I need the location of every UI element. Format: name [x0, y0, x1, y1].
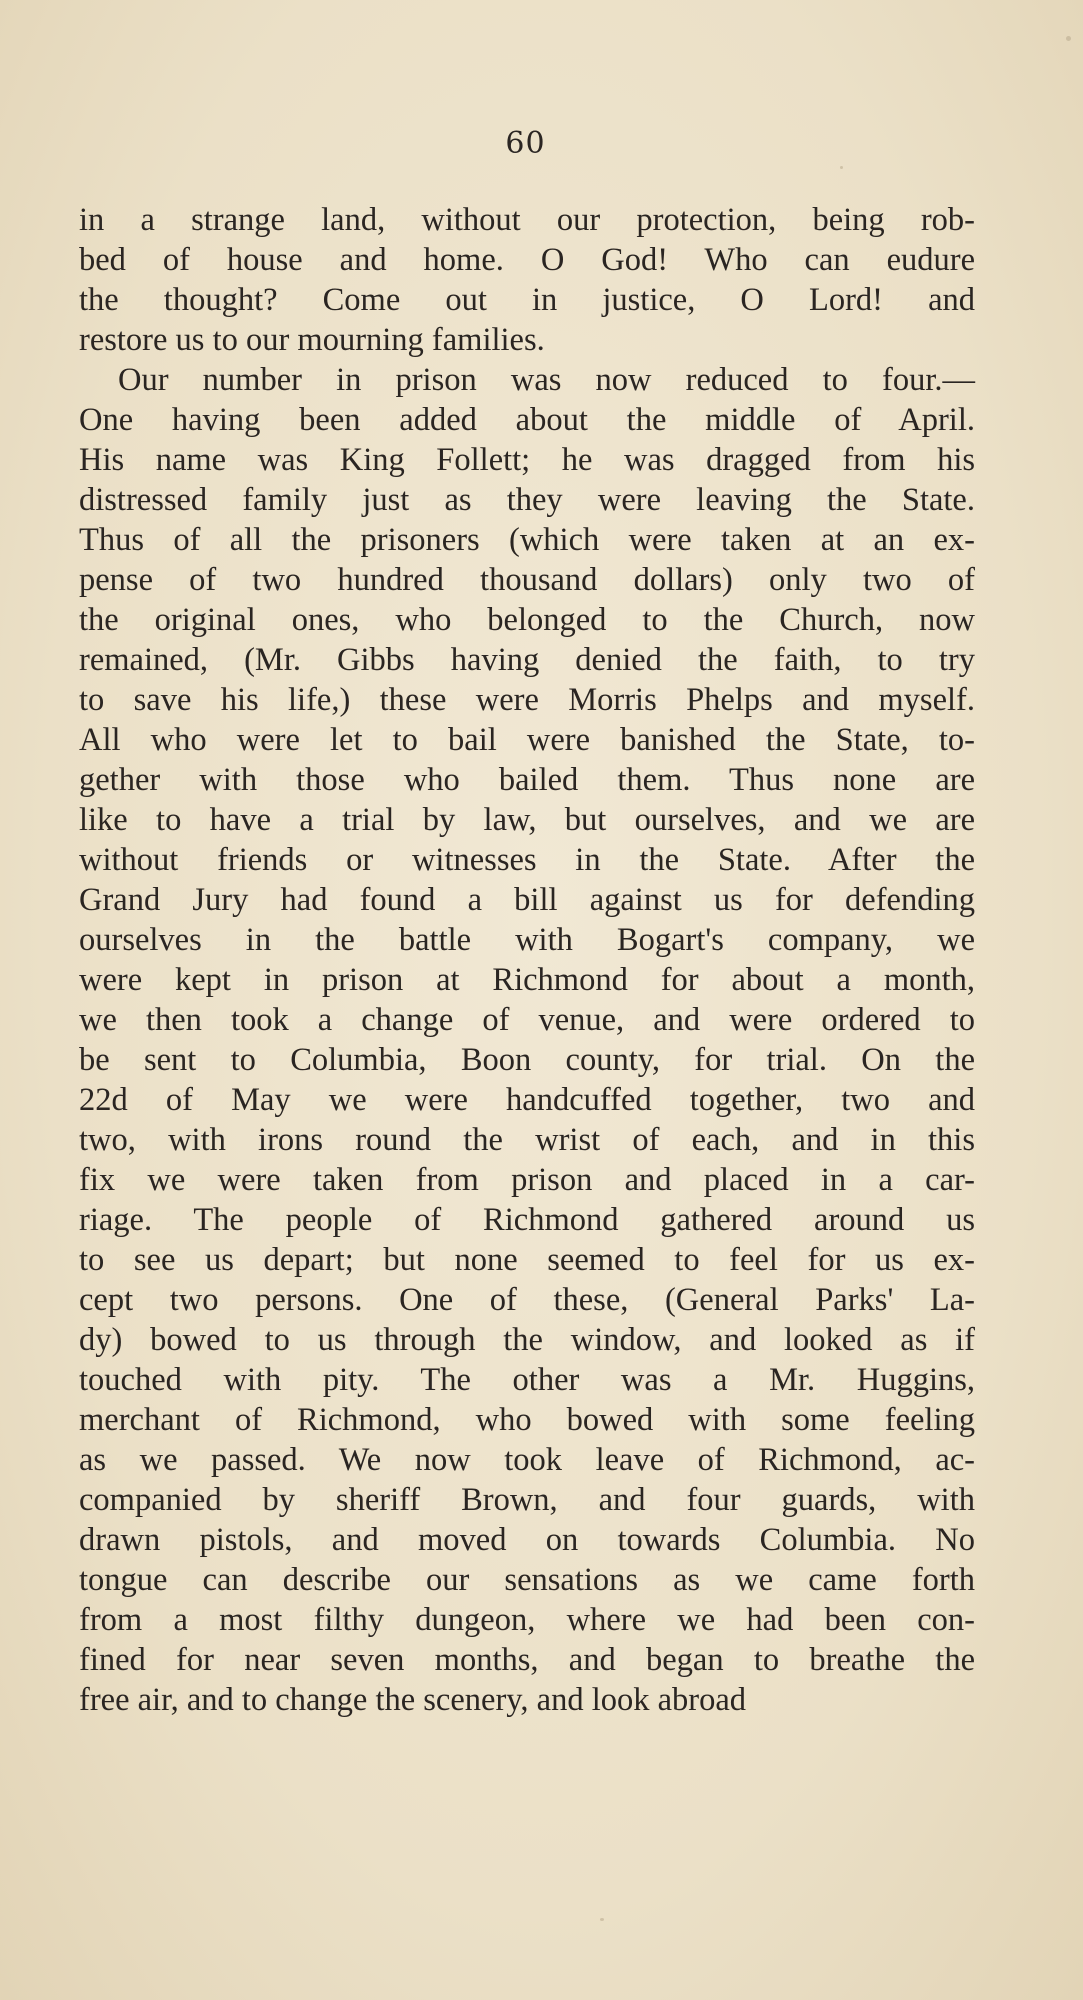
paper-speck — [1066, 36, 1071, 41]
text-line: the original ones, who belonged to the Church, now — [79, 602, 975, 638]
text-line: as we passed. We now took leave of Richmond, ac- — [79, 1442, 975, 1478]
text-line: be sent to Columbia, Boon county, for trial. On the — [79, 1042, 975, 1078]
text-line: riage. The people of Richmond gathered around us — [79, 1202, 975, 1238]
text-line: distressed family just as they were leaving the State. — [79, 482, 975, 518]
text-line: ourselves in the battle with Bogart's company, we — [79, 922, 975, 958]
paper-speck — [840, 166, 843, 169]
text-line: fined for near seven months, and began to breathe the — [79, 1642, 975, 1678]
text-line: to save his life,) these were Morris Phelps and myself. — [79, 682, 975, 718]
text-line: dy) bowed to us through the window, and looked as if — [79, 1322, 975, 1358]
text-line: in a strange land, without our protection, being rob- — [79, 202, 975, 238]
text-line: tongue can describe our sensations as we came forth — [79, 1562, 975, 1598]
text-line: from a most filthy dungeon, where we had been con- — [79, 1602, 975, 1638]
text-line: we then took a change of venue, and were ordered to — [79, 1002, 975, 1038]
text-line: like to have a trial by law, but ourselves, and we are — [79, 802, 975, 838]
text-line: were kept in prison at Richmond for about a month, — [79, 962, 975, 998]
text-line: cept two persons. One of these, (General Parks' La- — [79, 1282, 975, 1318]
text-line: restore us to our mourning families. — [79, 322, 545, 358]
text-line: merchant of Richmond, who bowed with some feeling — [79, 1402, 975, 1438]
text-line: without friends or witnesses in the State. After the — [79, 842, 975, 878]
text-line: Thus of all the prisoners (which were taken at an ex- — [79, 522, 975, 558]
text-line: drawn pistols, and moved on towards Columbia. No — [79, 1522, 975, 1558]
text-line: remained, (Mr. Gibbs having denied the faith, to try — [79, 642, 975, 678]
text-line: the thought? Come out in justice, O Lord! and — [79, 282, 975, 318]
text-line: One having been added about the middle of April. — [79, 402, 975, 438]
body-text — [79, 200, 975, 1720]
text-line: bed of house and home. O God! Who can eudure — [79, 242, 975, 278]
text-line: Our number in prison was now reduced to four.— — [118, 362, 975, 398]
text-line: His name was King Follett; he was dragged from his — [79, 442, 975, 478]
page-number: 60 — [505, 126, 546, 161]
text-line: gether with those who bailed them. Thus none are — [79, 762, 975, 798]
text-line: 22d of May we were handcuffed together, two and — [79, 1082, 975, 1118]
text-line: to see us depart; but none seemed to feel for us ex- — [79, 1242, 975, 1278]
text-line: two, with irons round the wrist of each, and in this — [79, 1122, 975, 1158]
text-line: pense of two hundred thousand dollars) only two of — [79, 562, 975, 598]
text-line: fix we were taken from prison and placed in a car- — [79, 1162, 975, 1198]
text-line: Grand Jury had found a bill against us for defending — [79, 882, 975, 918]
text-lines — [79, 200, 975, 1720]
text-line: companied by sheriff Brown, and four guards, with — [79, 1482, 975, 1518]
text-line: free air, and to change the scenery, and look abroad — [79, 1682, 747, 1718]
text-line: touched with pity. The other was a Mr. Huggins, — [79, 1362, 975, 1398]
paper-speck — [600, 1918, 604, 1921]
text-line: All who were let to bail were banished the State, to- — [79, 722, 975, 758]
